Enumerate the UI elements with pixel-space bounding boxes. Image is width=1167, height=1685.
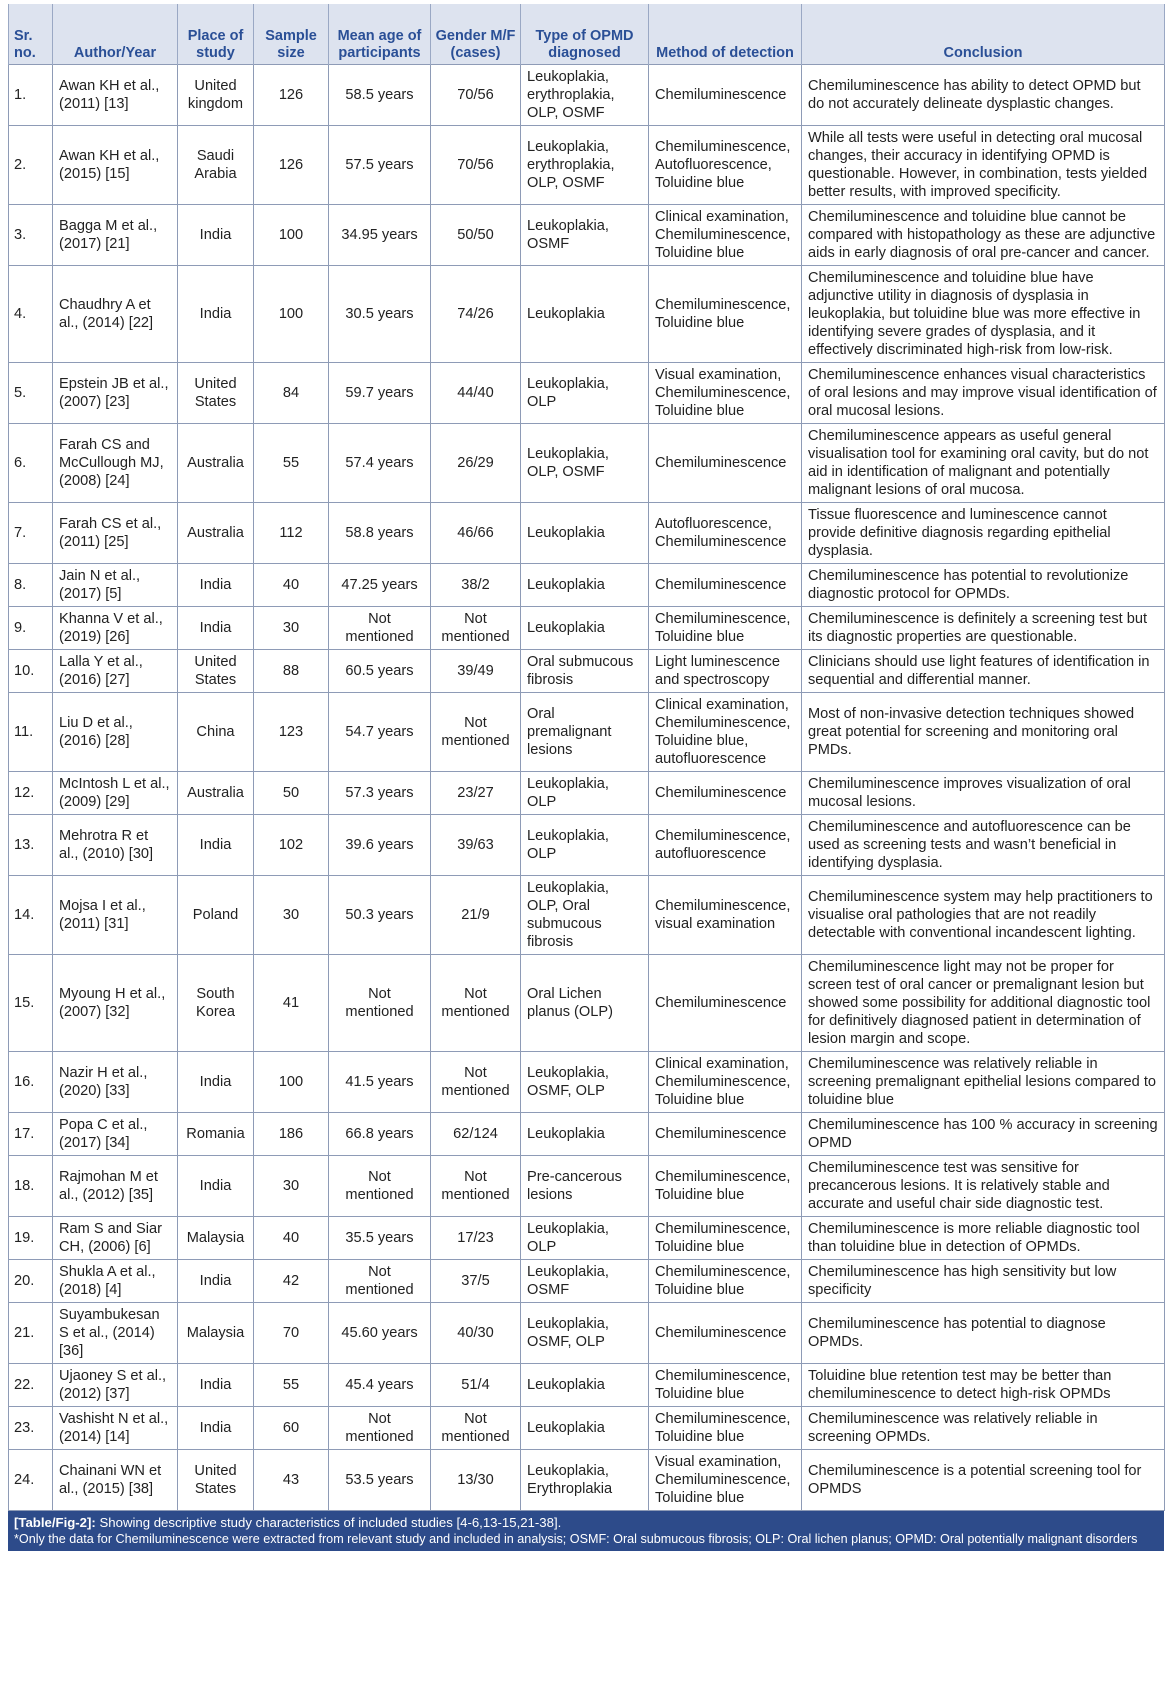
cell-sample-size: 55 (254, 1364, 329, 1407)
cell-sample-size: 30 (254, 607, 329, 650)
cell-sr-no: 12. (9, 772, 53, 815)
cell-method: Clinical examination, Chemiluminescence, Toluidine blue, autofluorescence (649, 693, 802, 772)
cell-sample-size: 30 (254, 1156, 329, 1217)
cell-place: Poland (178, 876, 254, 955)
cell-opmd-type: Leukoplakia (521, 1364, 649, 1407)
table-row (9, 1450, 1165, 1511)
cell-gender: 39/49 (431, 650, 521, 693)
cell-sr-no: 9. (9, 607, 53, 650)
cell-author-year: Awan KH et al., (2015) [15] (53, 126, 178, 205)
table-body (9, 65, 1165, 1511)
cell-method: Visual examination, Chemiluminescence, Toluidine blue (649, 363, 802, 424)
cell-mean-age: 58.5 years (329, 65, 431, 126)
cell-conclusion: Chemiluminescence and toluidine blue have adjunctive utility in diagnosis of dysplasia in leukoplakia, but toluidine blue was more effective in identifying severe grades of dysplasia, and it effectively discriminated high-risk from low-risk. (802, 266, 1165, 363)
cell-conclusion: Chemiluminescence has potential to revolutionize diagnostic protocol for OPMDs. (802, 564, 1165, 607)
cell-sr-no: 19. (9, 1217, 53, 1260)
cell-place: India (178, 1364, 254, 1407)
cell-sample-size: 84 (254, 363, 329, 424)
cell-gender: 51/4 (431, 1364, 521, 1407)
table-row (9, 564, 1165, 607)
table-row (9, 65, 1165, 126)
cell-sr-no: 10. (9, 650, 53, 693)
table-row (9, 772, 1165, 815)
cell-place: United kingdom (178, 65, 254, 126)
cell-sr-no: 18. (9, 1156, 53, 1217)
cell-sample-size: 112 (254, 503, 329, 564)
cell-method: Chemiluminescence, visual examination (649, 876, 802, 955)
cell-sample-size: 70 (254, 1303, 329, 1364)
table-row (9, 607, 1165, 650)
cell-sample-size: 55 (254, 424, 329, 503)
cell-opmd-type: Leukoplakia (521, 607, 649, 650)
cell-author-year: Lalla Y et al., (2016) [27] (53, 650, 178, 693)
cell-gender: 21/9 (431, 876, 521, 955)
caption-label: [Table/Fig-2]: (14, 1515, 96, 1530)
cell-sr-no: 1. (9, 65, 53, 126)
cell-opmd-type: Leukoplakia, OSMF, OLP (521, 1052, 649, 1113)
cell-author-year: Farah CS et al., (2011) [25] (53, 503, 178, 564)
cell-mean-age: 60.5 years (329, 650, 431, 693)
header-gender: Gender M/F (cases) (431, 4, 521, 65)
cell-sr-no: 20. (9, 1260, 53, 1303)
cell-gender: Not mentioned (431, 1052, 521, 1113)
cell-author-year: Awan KH et al., (2011) [13] (53, 65, 178, 126)
cell-gender: 39/63 (431, 815, 521, 876)
cell-method: Chemiluminescence (649, 955, 802, 1052)
cell-author-year: Jain N et al., (2017) [5] (53, 564, 178, 607)
cell-sample-size: 102 (254, 815, 329, 876)
cell-gender: Not mentioned (431, 607, 521, 650)
cell-mean-age: 35.5 years (329, 1217, 431, 1260)
cell-author-year: McIntosh L et al., (2009) [29] (53, 772, 178, 815)
cell-sample-size: 186 (254, 1113, 329, 1156)
cell-sample-size: 126 (254, 126, 329, 205)
cell-place: Australia (178, 424, 254, 503)
cell-mean-age: 41.5 years (329, 1052, 431, 1113)
header-opmd-type: Type of OPMD diagnosed (521, 4, 649, 65)
cell-conclusion: Chemiluminescence was relatively reliable in screening OPMDs. (802, 1407, 1165, 1450)
cell-author-year: Epstein JB et al., (2007) [23] (53, 363, 178, 424)
cell-author-year: Bagga M et al., (2017) [21] (53, 205, 178, 266)
cell-method: Chemiluminescence, Toluidine blue (649, 1156, 802, 1217)
cell-conclusion: Chemiluminescence is a potential screening tool for OPMDS (802, 1450, 1165, 1511)
cell-method: Chemiluminescence, Toluidine blue (649, 1260, 802, 1303)
cell-conclusion: Chemiluminescence has ability to detect OPMD but do not accurately delineate dysplastic changes. (802, 65, 1165, 126)
cell-conclusion: Chemiluminescence appears as useful general visualisation tool for examining oral cavity, but do not aid in identification of malignant and potentially malignant lesions of oral mucosa. (802, 424, 1165, 503)
table-row (9, 1113, 1165, 1156)
cell-gender: 26/29 (431, 424, 521, 503)
table-row (9, 424, 1165, 503)
cell-sr-no: 16. (9, 1052, 53, 1113)
cell-place: United States (178, 363, 254, 424)
cell-mean-age: 47.25 years (329, 564, 431, 607)
cell-author-year: Popa C et al., (2017) [34] (53, 1113, 178, 1156)
cell-sr-no: 6. (9, 424, 53, 503)
cell-mean-age: 66.8 years (329, 1113, 431, 1156)
cell-sr-no: 5. (9, 363, 53, 424)
table-row (9, 1364, 1165, 1407)
cell-sr-no: 11. (9, 693, 53, 772)
cell-method: Chemiluminescence (649, 564, 802, 607)
cell-gender: Not mentioned (431, 1156, 521, 1217)
cell-opmd-type: Leukoplakia, erythroplakia, OLP, OSMF (521, 65, 649, 126)
cell-method: Chemiluminescence, Autofluorescence, Toluidine blue (649, 126, 802, 205)
table-row (9, 266, 1165, 363)
cell-author-year: Farah CS and McCullough MJ, (2008) [24] (53, 424, 178, 503)
cell-author-year: Mehrotra R et al., (2010) [30] (53, 815, 178, 876)
header-method: Method of detection (649, 4, 802, 65)
cell-conclusion: Chemiluminescence improves visualization of oral mucosal lesions. (802, 772, 1165, 815)
cell-place: India (178, 1407, 254, 1450)
cell-opmd-type: Leukoplakia, OSMF (521, 1260, 649, 1303)
cell-place: United States (178, 1450, 254, 1511)
cell-method: Chemiluminescence (649, 65, 802, 126)
cell-conclusion: Chemiluminescence system may help practitioners to visualise oral pathologies that are not readily detectable with conventional incandescent lighting. (802, 876, 1165, 955)
cell-place: Malaysia (178, 1217, 254, 1260)
cell-conclusion: Chemiluminescence has potential to diagnose OPMDs. (802, 1303, 1165, 1364)
cell-sr-no: 7. (9, 503, 53, 564)
cell-place: Malaysia (178, 1303, 254, 1364)
cell-gender: 74/26 (431, 266, 521, 363)
cell-author-year: Rajmohan M et al., (2012) [35] (53, 1156, 178, 1217)
cell-gender: 38/2 (431, 564, 521, 607)
table-row (9, 503, 1165, 564)
header-conclusion: Conclusion (802, 4, 1165, 65)
cell-conclusion: Most of non-invasive detection techniques showed great potential for screening and monitoring oral PMDs. (802, 693, 1165, 772)
cell-place: Australia (178, 772, 254, 815)
cell-opmd-type: Leukoplakia (521, 564, 649, 607)
cell-sr-no: 23. (9, 1407, 53, 1450)
cell-opmd-type: Oral submucous fibrosis (521, 650, 649, 693)
cell-method: Chemiluminescence, Toluidine blue (649, 1364, 802, 1407)
cell-method: Autofluorescence, Chemiluminescence (649, 503, 802, 564)
cell-sample-size: 60 (254, 1407, 329, 1450)
table-row (9, 815, 1165, 876)
cell-place: India (178, 815, 254, 876)
cell-conclusion: Chemiluminescence is definitely a screening test but its diagnostic properties are questionable. (802, 607, 1165, 650)
cell-author-year: Khanna V et al., (2019) [26] (53, 607, 178, 650)
cell-sr-no: 3. (9, 205, 53, 266)
cell-place: India (178, 564, 254, 607)
cell-method: Clinical examination, Chemiluminescence, Toluidine blue (649, 1052, 802, 1113)
cell-author-year: Myoung H et al., (2007) [32] (53, 955, 178, 1052)
cell-opmd-type: Leukoplakia, OLP, Oral submucous fibrosis (521, 876, 649, 955)
cell-opmd-type: Leukoplakia, OLP (521, 1217, 649, 1260)
cell-sample-size: 43 (254, 1450, 329, 1511)
table-row (9, 1052, 1165, 1113)
cell-conclusion: Chemiluminescence test was sensitive for precancerous lesions. It is relatively stable and accurate and useful chair side diagnostic test. (802, 1156, 1165, 1217)
cell-sr-no: 8. (9, 564, 53, 607)
cell-sample-size: 40 (254, 564, 329, 607)
cell-method: Chemiluminescence (649, 1303, 802, 1364)
cell-sr-no: 24. (9, 1450, 53, 1511)
cell-conclusion: Chemiluminescence enhances visual characteristics of oral lesions and may improve visual identification of oral mucosal lesions. (802, 363, 1165, 424)
document-page (8, 4, 1164, 1551)
cell-sample-size: 41 (254, 955, 329, 1052)
cell-sample-size: 100 (254, 205, 329, 266)
caption-text: Showing descriptive study characteristics of included studies [4-6,13-15,21-38]. (95, 1515, 562, 1530)
table-row (9, 1260, 1165, 1303)
table-row (9, 876, 1165, 955)
cell-place: India (178, 1156, 254, 1217)
cell-opmd-type: Leukoplakia, OLP (521, 772, 649, 815)
cell-place: India (178, 1260, 254, 1303)
table-row (9, 650, 1165, 693)
cell-opmd-type: Leukoplakia, OSMF (521, 205, 649, 266)
cell-author-year: Mojsa I et al., (2011) [31] (53, 876, 178, 955)
header-author-year: Author/Year (53, 4, 178, 65)
cell-mean-age: Not mentioned (329, 1260, 431, 1303)
cell-conclusion: Chemiluminescence and toluidine blue cannot be compared with histopathology as these are adjunctive aids in early diagnosis of oral pre-cancer and cancer. (802, 205, 1165, 266)
cell-sr-no: 21. (9, 1303, 53, 1364)
cell-conclusion: Tissue fluorescence and luminescence cannot provide definitive diagnosis regarding epithelial dysplasia. (802, 503, 1165, 564)
cell-gender: 46/66 (431, 503, 521, 564)
cell-sr-no: 13. (9, 815, 53, 876)
cell-opmd-type: Leukoplakia (521, 503, 649, 564)
header-mean-age: Mean age of participants (329, 4, 431, 65)
cell-method: Chemiluminescence, Toluidine blue (649, 607, 802, 650)
cell-method: Visual examination, Chemiluminescence, Toluidine blue (649, 1450, 802, 1511)
table-row (9, 1407, 1165, 1450)
cell-place: Romania (178, 1113, 254, 1156)
cell-method: Chemiluminescence (649, 424, 802, 503)
cell-place: China (178, 693, 254, 772)
cell-method: Chemiluminescence (649, 1113, 802, 1156)
cell-sample-size: 42 (254, 1260, 329, 1303)
table-row (9, 1303, 1165, 1364)
table-caption (8, 1511, 1164, 1551)
cell-gender: 17/23 (431, 1217, 521, 1260)
header-place: Place of study (178, 4, 254, 65)
cell-mean-age: Not mentioned (329, 1407, 431, 1450)
cell-method: Chemiluminescence, Toluidine blue (649, 1217, 802, 1260)
cell-sr-no: 2. (9, 126, 53, 205)
cell-conclusion: While all tests were useful in detecting oral mucosal changes, their accuracy in identifying OPMD is questionable. However, in combination, tests yielded better results, with improved specificity. (802, 126, 1165, 205)
cell-place: Saudi Arabia (178, 126, 254, 205)
cell-sample-size: 30 (254, 876, 329, 955)
header-sample-size: Sample size (254, 4, 329, 65)
cell-mean-age: Not mentioned (329, 1156, 431, 1217)
cell-mean-age: 34.95 years (329, 205, 431, 266)
cell-opmd-type: Leukoplakia (521, 1113, 649, 1156)
cell-sample-size: 123 (254, 693, 329, 772)
cell-opmd-type: Oral Lichen planus (OLP) (521, 955, 649, 1052)
cell-mean-age: 59.7 years (329, 363, 431, 424)
cell-author-year: Liu D et al., (2016) [28] (53, 693, 178, 772)
cell-author-year: Shukla A et al., (2018) [4] (53, 1260, 178, 1303)
cell-sr-no: 22. (9, 1364, 53, 1407)
cell-opmd-type: Leukoplakia, OLP, OSMF (521, 424, 649, 503)
cell-gender: 44/40 (431, 363, 521, 424)
cell-gender: 37/5 (431, 1260, 521, 1303)
cell-sample-size: 100 (254, 266, 329, 363)
cell-place: India (178, 205, 254, 266)
cell-sr-no: 14. (9, 876, 53, 955)
table-row (9, 1217, 1165, 1260)
cell-gender: 70/56 (431, 126, 521, 205)
table-row (9, 126, 1165, 205)
cell-gender: 23/27 (431, 772, 521, 815)
cell-author-year: Nazir H et al., (2020) [33] (53, 1052, 178, 1113)
cell-place: South Korea (178, 955, 254, 1052)
cell-gender: 50/50 (431, 205, 521, 266)
cell-opmd-type: Leukoplakia (521, 266, 649, 363)
table-row (9, 955, 1165, 1052)
cell-author-year: Ram S and Siar CH, (2006) [6] (53, 1217, 178, 1260)
cell-author-year: Chaudhry A et al., (2014) [22] (53, 266, 178, 363)
cell-mean-age: 58.8 years (329, 503, 431, 564)
cell-author-year: Chainani WN et al., (2015) [38] (53, 1450, 178, 1511)
caption-title (14, 1514, 1158, 1531)
cell-conclusion: Chemiluminescence has 100 % accuracy in screening OPMD (802, 1113, 1165, 1156)
cell-conclusion: Chemiluminescence has high sensitivity but low specificity (802, 1260, 1165, 1303)
cell-gender: Not mentioned (431, 1407, 521, 1450)
cell-mean-age: 50.3 years (329, 876, 431, 955)
cell-sr-no: 4. (9, 266, 53, 363)
cell-opmd-type: Leukoplakia, OSMF, OLP (521, 1303, 649, 1364)
cell-mean-age: 30.5 years (329, 266, 431, 363)
cell-opmd-type: Leukoplakia (521, 1407, 649, 1450)
cell-mean-age: 45.4 years (329, 1364, 431, 1407)
cell-sample-size: 50 (254, 772, 329, 815)
cell-mean-age: 53.5 years (329, 1450, 431, 1511)
table-header-row (9, 4, 1165, 65)
cell-place: India (178, 1052, 254, 1113)
cell-mean-age: 54.7 years (329, 693, 431, 772)
cell-author-year: Ujaoney S et al., (2012) [37] (53, 1364, 178, 1407)
cell-conclusion: Toluidine blue retention test may be better than chemiluminescence to detect high-risk OPMDs (802, 1364, 1165, 1407)
cell-method: Chemiluminescence, Toluidine blue (649, 1407, 802, 1450)
table-row (9, 363, 1165, 424)
cell-place: India (178, 266, 254, 363)
cell-method: Chemiluminescence, autofluorescence (649, 815, 802, 876)
table-row (9, 1156, 1165, 1217)
cell-author-year: Suyambukesan S et al., (2014) [36] (53, 1303, 178, 1364)
cell-opmd-type: Oral premalignant lesions (521, 693, 649, 772)
cell-conclusion: Chemiluminescence and autofluorescence can be used as screening tests and wasn’t beneficial in identifying dysplasia. (802, 815, 1165, 876)
cell-sr-no: 17. (9, 1113, 53, 1156)
cell-place: Australia (178, 503, 254, 564)
cell-mean-age: Not mentioned (329, 955, 431, 1052)
cell-place: United States (178, 650, 254, 693)
cell-sample-size: 40 (254, 1217, 329, 1260)
cell-gender: 13/30 (431, 1450, 521, 1511)
cell-author-year: Vashisht N et al., (2014) [14] (53, 1407, 178, 1450)
cell-opmd-type: Leukoplakia, OLP (521, 815, 649, 876)
cell-sample-size: 126 (254, 65, 329, 126)
cell-conclusion: Chemiluminescence is more reliable diagnostic tool than toluidine blue in detection of OPMDs. (802, 1217, 1165, 1260)
cell-place: India (178, 607, 254, 650)
caption-footnote: *Only the data for Chemiluminescence were extracted from relevant study and included in analysis; OSMF: Oral submucous fibrosis; OLP: Oral lichen planus; OPMD: Oral potentially malignant disorders (14, 1532, 1138, 1546)
cell-mean-age: 39.6 years (329, 815, 431, 876)
cell-sample-size: 88 (254, 650, 329, 693)
study-characteristics-table (8, 4, 1165, 1511)
cell-conclusion: Chemiluminescence light may not be proper for screen test of oral cancer or premalignant lesion but showed some possibility for additional diagnostic tool for definitively diagnosed patient in determination of lesion margin and scope. (802, 955, 1165, 1052)
header-sr-no: Sr. no. (9, 4, 53, 65)
cell-mean-age: 57.5 years (329, 126, 431, 205)
cell-sample-size: 100 (254, 1052, 329, 1113)
cell-gender: Not mentioned (431, 955, 521, 1052)
cell-mean-age: 57.3 years (329, 772, 431, 815)
cell-gender: 62/124 (431, 1113, 521, 1156)
cell-method: Chemiluminescence, Toluidine blue (649, 266, 802, 363)
cell-opmd-type: Leukoplakia, Erythroplakia (521, 1450, 649, 1511)
cell-sr-no: 15. (9, 955, 53, 1052)
cell-gender: Not mentioned (431, 693, 521, 772)
cell-mean-age: 57.4 years (329, 424, 431, 503)
cell-method: Light luminescence and spectroscopy (649, 650, 802, 693)
cell-method: Clinical examination, Chemiluminescence, Toluidine blue (649, 205, 802, 266)
cell-method: Chemiluminescence (649, 772, 802, 815)
table-row (9, 205, 1165, 266)
cell-conclusion: Clinicians should use light features of identification in sequential and differential manner. (802, 650, 1165, 693)
cell-gender: 70/56 (431, 65, 521, 126)
cell-mean-age: 45.60 years (329, 1303, 431, 1364)
cell-mean-age: Not mentioned (329, 607, 431, 650)
cell-opmd-type: Pre-cancerous lesions (521, 1156, 649, 1217)
cell-opmd-type: Leukoplakia, OLP (521, 363, 649, 424)
cell-gender: 40/30 (431, 1303, 521, 1364)
table-row (9, 693, 1165, 772)
cell-conclusion: Chemiluminescence was relatively reliable in screening premalignant epithelial lesions compared to toluidine blue (802, 1052, 1165, 1113)
cell-opmd-type: Leukoplakia, erythroplakia, OLP, OSMF (521, 126, 649, 205)
